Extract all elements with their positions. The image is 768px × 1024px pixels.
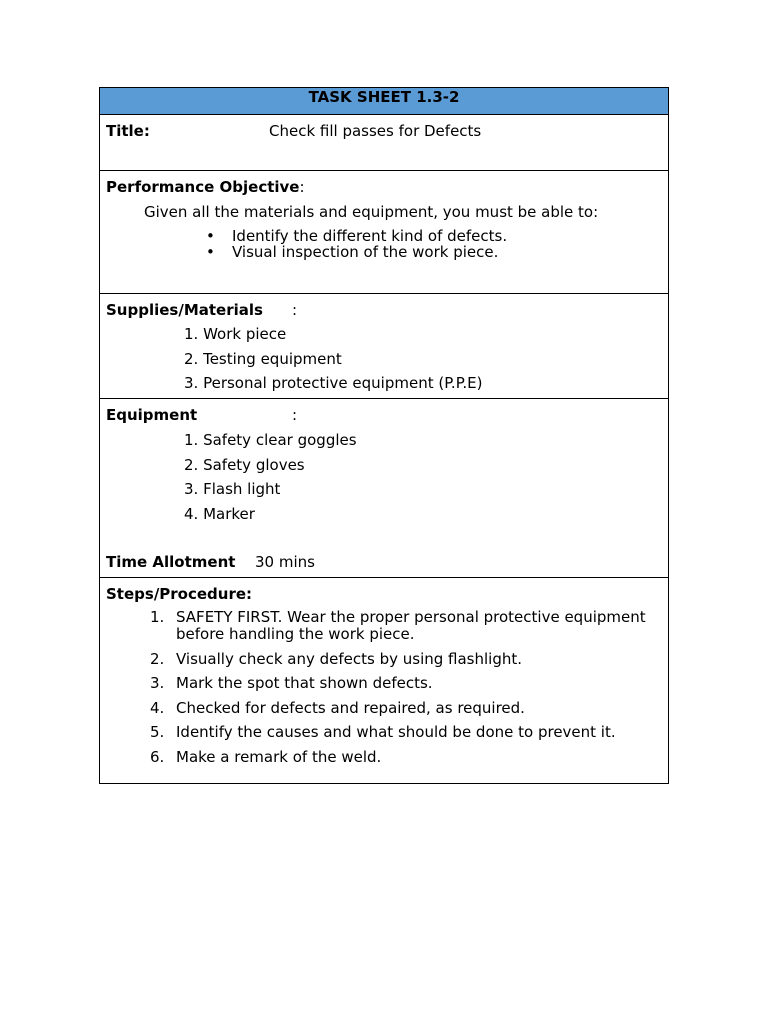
objective-bullet-text: Visual inspection of the work piece. [232, 243, 499, 261]
performance-objective-row [100, 171, 668, 294]
objective-bullet-text: Identify the different kind of defects. [232, 227, 508, 245]
step-number: 2. [150, 649, 165, 668]
equipment-item: 1. Safety clear goggles [184, 431, 357, 449]
step-item [150, 609, 660, 643]
step-text: Checked for defects and repaired, as required. [176, 698, 525, 717]
supplies-list [184, 325, 483, 399]
equipment-row [100, 399, 668, 578]
equipment-label: Equipment [106, 406, 198, 424]
step-number: 4. [150, 698, 165, 717]
time-allotment-label: Time Allotment [106, 553, 236, 571]
supplies-label: Supplies/Materials [106, 301, 263, 319]
performance-objective-label: Performance Objective [106, 178, 300, 196]
task-sheet-title: TASK SHEET 1.3-2 [308, 88, 460, 106]
step-item [150, 749, 660, 766]
step-number: 1. [150, 608, 165, 626]
supplies-colon: : [292, 301, 298, 319]
step-item [150, 700, 660, 717]
performance-objective-colon: : [299, 178, 305, 196]
equipment-item: 2. Safety gloves [184, 455, 305, 474]
steps-row [100, 578, 668, 783]
title-label: Title: [106, 122, 150, 140]
performance-objective-heading [106, 178, 305, 196]
step-item [150, 724, 660, 741]
equipment-item: 4. Marker [184, 504, 255, 523]
step-text: Identify the causes and what should be done to prevent it. [176, 723, 616, 741]
step-text: Mark the spot that shown defects. [176, 674, 433, 692]
title-value: Check fill passes for Defects [269, 122, 482, 140]
step-text: Visually check any defects by using flashlight. [176, 649, 523, 668]
task-sheet-header [100, 88, 668, 115]
step-text: Make a remark of the weld. [176, 747, 382, 766]
supplies-row [100, 294, 668, 399]
bullet-icon: • [206, 227, 215, 245]
step-item [150, 651, 660, 668]
step-number: 3. [150, 674, 165, 692]
objective-bullet-list [206, 228, 507, 260]
supplies-item: 2. Testing equipment [184, 349, 342, 368]
steps-label: Steps/Procedure: [106, 585, 253, 603]
title-row [100, 115, 668, 171]
task-sheet [99, 87, 669, 784]
step-text: SAFETY FIRST. Wear the proper personal protective equipment before handling the work piece. [176, 608, 646, 643]
steps-list [150, 609, 660, 773]
step-number: 6. [150, 747, 165, 766]
time-allotment-value: 30 mins [255, 553, 315, 571]
bullet-icon: • [206, 243, 215, 261]
step-number: 5. [150, 723, 165, 741]
performance-objective-intro: Given all the materials and equipment, you must be able to: [144, 203, 599, 221]
supplies-item: 1. Work piece [184, 325, 287, 343]
equipment-list [184, 431, 357, 529]
objective-bullet-item [206, 244, 507, 260]
equipment-item: 3. Flash light [184, 480, 281, 498]
supplies-item: 3. Personal protective equipment (P.P.E) [184, 374, 483, 392]
objective-bullet-item [206, 228, 507, 244]
equipment-colon: : [292, 406, 298, 424]
step-item [150, 675, 660, 692]
